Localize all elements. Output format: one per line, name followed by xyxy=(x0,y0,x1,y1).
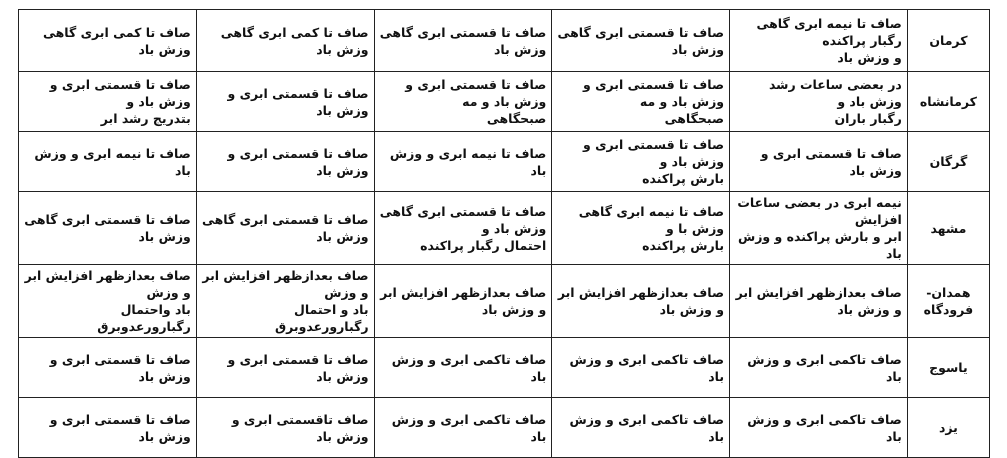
forecast-cell: صاف تاقسمتی ابری و وزش باد xyxy=(196,398,374,458)
city-name-cell: گرگان xyxy=(907,132,989,192)
forecast-cell: صاف تا قسمتی ابری گاهی وزش باد xyxy=(374,10,552,72)
table-row xyxy=(19,265,990,338)
forecast-cell: صاف تا نیمه ابری و وزش باد xyxy=(19,132,197,192)
city-name-cell: مشهد xyxy=(907,192,989,265)
forecast-cell: صاف تا کمی ابری گاهی وزش باد xyxy=(19,10,197,72)
forecast-cell: صاف تا قسمتی ابری و وزش باد و مه صبحگاهی xyxy=(374,72,552,132)
forecast-cell: صاف تاکمی ابری و وزش باد xyxy=(730,398,908,458)
table-row xyxy=(19,398,990,458)
city-name-cell: همدان- فرودگاه xyxy=(907,265,989,338)
city-name-cell: کرمان xyxy=(907,10,989,72)
table-row xyxy=(19,10,990,72)
forecast-cell: صاف بعدازظهر افزایش ابر و وزش باد واحتمال رگبارورعدوبرق xyxy=(19,265,197,338)
forecast-cell: صاف تا قسمتی ابری و وزش باد xyxy=(730,132,908,192)
forecast-cell: صاف تا قسمتی ابری و وزش باد و مه صبحگاهی xyxy=(552,72,730,132)
forecast-cell: صاف تا قسمتی ابری گاهی وزش باد xyxy=(552,10,730,72)
forecast-cell: صاف تا نیمه ابری گاهی رگبار پراکنده و وزش باد xyxy=(730,10,908,72)
city-name-cell: یاسوج xyxy=(907,338,989,398)
forecast-table-container xyxy=(18,9,990,458)
forecast-cell: صاف بعدازظهر افزایش ابر و وزش باد xyxy=(374,265,552,338)
forecast-cell: صاف تا قسمتی ابری و وزش باد xyxy=(196,132,374,192)
forecast-cell: صاف تاکمی ابری و وزش باد xyxy=(730,338,908,398)
forecast-cell: صاف تا قسمتی ابری و وزش باد و بارش پراکنده xyxy=(552,132,730,192)
forecast-cell: صاف تا نیمه ابری گاهی وزش با و بارش پراکنده xyxy=(552,192,730,265)
forecast-cell: صاف تا قسمتی ابری و وزش باد xyxy=(19,338,197,398)
forecast-cell: صاف تا قسمتی ابری و وزش باد xyxy=(196,72,374,132)
forecast-cell: در بعضی ساعات رشد وزش باد و رگبار باران xyxy=(730,72,908,132)
forecast-cell: صاف تاکمی ابری و وزش باد xyxy=(552,338,730,398)
forecast-cell: صاف تا قسمتی ابری گاهی وزش باد xyxy=(19,192,197,265)
table-row xyxy=(19,72,990,132)
forecast-cell: صاف تاکمی ابری و وزش باد xyxy=(374,338,552,398)
table-row xyxy=(19,338,990,398)
forecast-cell: نیمه ابری در بعضی ساعات افزایش ابر و بارش پراکنده و وزش باد xyxy=(730,192,908,265)
forecast-cell: صاف تا قسمتی ابری و وزش باد xyxy=(196,338,374,398)
forecast-cell: صاف تا قسمتی ابری گاهی وزش باد و احتمال رگبار پراکنده xyxy=(374,192,552,265)
city-name-cell: یزد xyxy=(907,398,989,458)
forecast-cell: صاف بعدازظهر افزایش ابر و وزش باد و احتمال رگبارورعدوبرق xyxy=(196,265,374,338)
weather-forecast-table xyxy=(18,9,990,458)
forecast-cell: صاف تا قسمتی ابری و وزش باد xyxy=(19,398,197,458)
forecast-cell: صاف تا قسمتی ابری گاهی وزش باد xyxy=(196,192,374,265)
forecast-cell: صاف تا نیمه ابری و وزش باد xyxy=(374,132,552,192)
forecast-cell: صاف تاکمی ابری و وزش باد xyxy=(552,398,730,458)
forecast-cell: صاف بعدازظهر افزایش ابر و وزش باد xyxy=(552,265,730,338)
table-body xyxy=(19,10,990,458)
city-name-cell: کرمانشاه xyxy=(907,72,989,132)
table-row xyxy=(19,192,990,265)
forecast-cell: صاف تا قسمتی ابری و وزش باد و بتدریج رشد ابر xyxy=(19,72,197,132)
forecast-cell: صاف بعدازظهر افزایش ابر و وزش باد xyxy=(730,265,908,338)
forecast-cell: صاف تاکمی ابری و وزش باد xyxy=(374,398,552,458)
forecast-cell: صاف تا کمی ابری گاهی وزش باد xyxy=(196,10,374,72)
table-row xyxy=(19,132,990,192)
